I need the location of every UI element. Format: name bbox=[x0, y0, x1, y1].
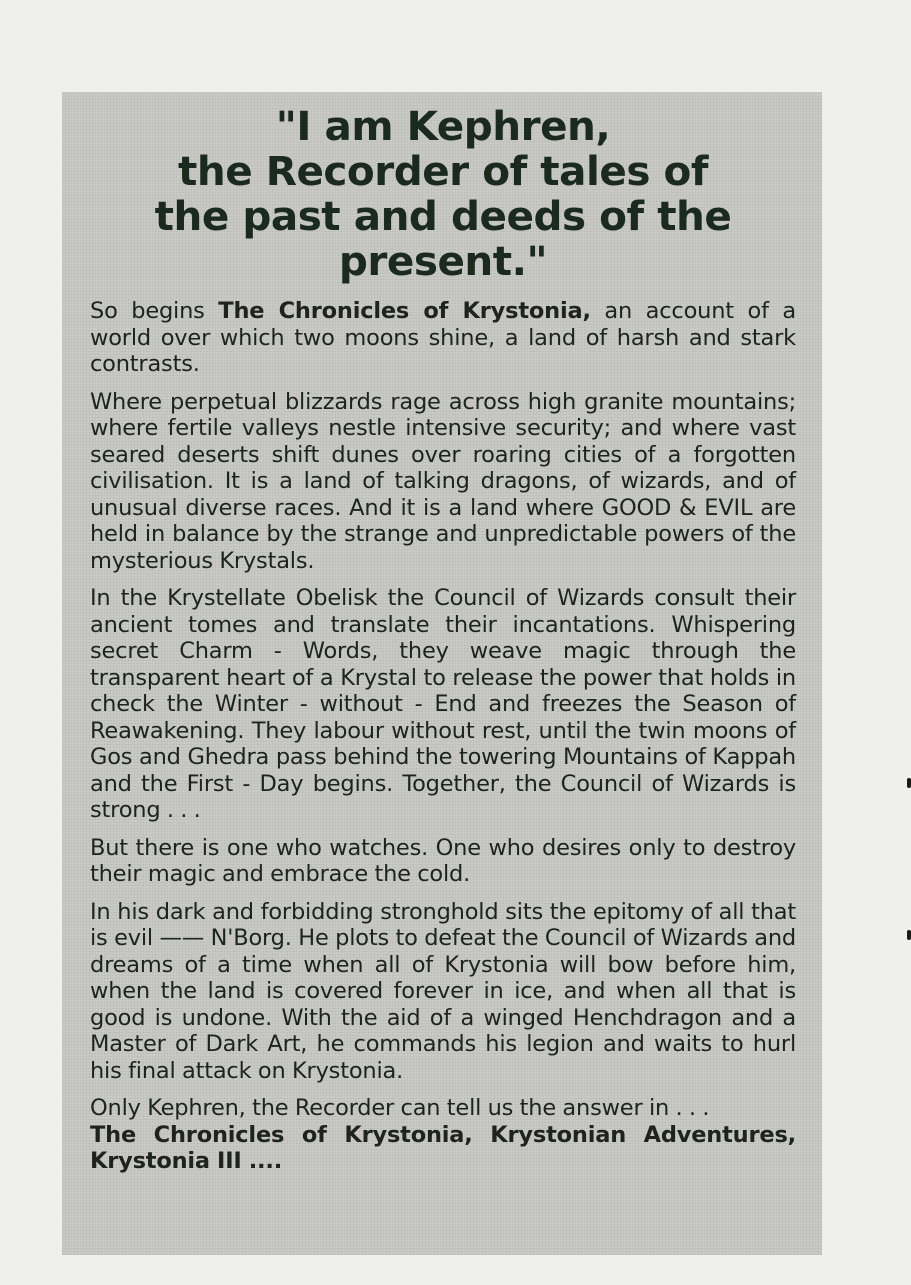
intro-rest: an account of a world over which two moons shine, a land of harsh and stark contrasts. bbox=[90, 298, 796, 377]
closing-text: Only Kephren, the Recorder can tell us the answer in . . . bbox=[90, 1095, 710, 1121]
closing-titles: The Chronicles of Krystonia, Krystonian Adventures, Krystonia III .... bbox=[90, 1121, 796, 1174]
intro-book-title: The Chronicles of Krystonia, bbox=[218, 298, 591, 324]
headline-line-1: "I am Kephren, bbox=[275, 102, 611, 150]
headline-line-3: the past and deeds of the bbox=[154, 192, 732, 240]
nborg-paragraph: In his dark and forbidding stronghold sits the epitomy of all that is evil —— N'Borg. He plots to defeat the Council of Wizards and dreams of a time when all of Krystonia will bow before him, when the land is covered forever in ice, and when all that is good is undone. With the aid of a winged Henchdragon and a Master of Dark Art, he commands his legion and waits to hurl his final attack on Krystonia. bbox=[90, 898, 796, 1084]
headline-line-2: the Recorder of tales of bbox=[178, 147, 708, 195]
council-paragraph: In the Krystellate Obelisk the Council of Wizards consult their ancient tomes and translate their incantations. Whispering secret Charm - Words, they weave magic through the transparent heart of a Krystal to release the power that holds in check the Winter - without - End and freezes the Season of Reawakening. They labour without rest, until the twin moons of Gos and Ghedra pass behind the towering Mountains of Kappah and the First - Day begins. Together, the Council of Wizards is strong . . . bbox=[90, 585, 796, 823]
edge-mark bbox=[907, 930, 911, 940]
headline-quote bbox=[90, 104, 796, 284]
land-description-paragraph: Where perpetual blizzards rage across high granite mountains; where fertile valleys nestle intensive security; and where vast seared deserts shift dunes over roaring cities of a forgotten civilisation. It is a land of talking dragons, of wizards, and of unusual diverse races. And it is a land where GOOD & EVIL are held in balance by the strange and unpredictable powers of the mysterious Krystals. bbox=[90, 388, 796, 574]
edge-mark bbox=[907, 778, 911, 788]
intro-paragraph bbox=[90, 298, 796, 378]
headline-line-4: present." bbox=[338, 237, 548, 285]
text-panel bbox=[62, 92, 822, 1255]
intro-lead: So begins bbox=[90, 298, 219, 324]
watcher-paragraph: But there is one who watches. One who desires only to destroy their magic and embrace the cold. bbox=[90, 834, 796, 887]
closing-paragraph bbox=[90, 1095, 796, 1175]
